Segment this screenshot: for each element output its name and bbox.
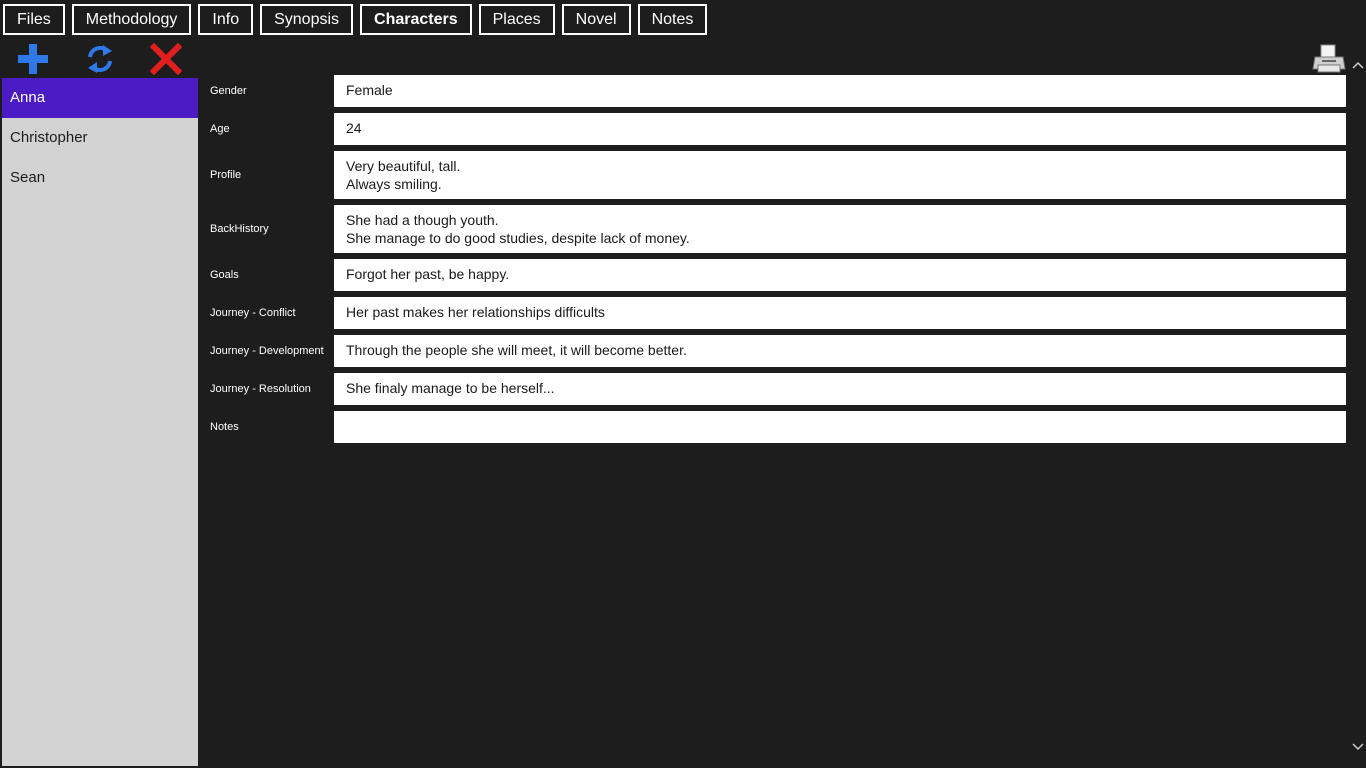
journey-resolution-row (200, 373, 1346, 405)
delete-x-icon (150, 43, 182, 75)
journey-development-label: Journey - Development (210, 345, 324, 357)
journey-conflict-field[interactable]: Her past makes her relationships difficults (334, 297, 1346, 329)
tab-characters[interactable]: Characters (360, 4, 472, 35)
journey-resolution-label: Journey - Resolution (210, 383, 311, 395)
list-item[interactable]: Anna (2, 78, 198, 118)
profile-row (200, 151, 1346, 199)
tab-novel[interactable]: Novel (562, 4, 631, 35)
tab-files[interactable]: Files (3, 4, 65, 35)
refresh-button[interactable] (80, 40, 120, 78)
notes-row (200, 411, 1346, 443)
journey-resolution-field[interactable]: She finaly manage to be herself... (334, 373, 1346, 405)
backhistory-label: BackHistory (210, 223, 269, 235)
main-tab-bar (3, 4, 707, 35)
tab-info[interactable]: Info (198, 4, 253, 35)
backhistory-field[interactable]: She had a though youth. She manage to do good studies, despite lack of money. (334, 205, 1346, 253)
notes-field[interactable] (334, 411, 1346, 443)
chevron-up-icon (1352, 61, 1364, 69)
age-label: Age (210, 123, 230, 135)
profile-label: Profile (210, 169, 242, 181)
age-field[interactable]: 24 (334, 113, 1346, 145)
age-row (200, 113, 1346, 145)
print-button[interactable] (1310, 42, 1348, 76)
scroll-up-button[interactable] (1349, 56, 1366, 73)
journey-conflict-label: Journey - Conflict (210, 307, 296, 319)
goals-row (200, 259, 1346, 291)
character-detail-form (200, 75, 1346, 449)
tab-methodology[interactable]: Methodology (72, 4, 192, 35)
backhistory-row (200, 205, 1346, 253)
gender-field[interactable]: Female (334, 75, 1346, 107)
journey-conflict-row (200, 297, 1346, 329)
vertical-scrollbar[interactable] (1349, 44, 1366, 768)
journey-development-row (200, 335, 1346, 367)
gender-label: Gender (210, 85, 247, 97)
delete-character-button[interactable] (146, 40, 186, 78)
add-character-button[interactable] (13, 40, 53, 78)
plus-icon (16, 42, 50, 76)
profile-field[interactable]: Very beautiful, tall. Always smiling. (334, 151, 1346, 199)
printer-icon (1312, 43, 1346, 75)
tab-places[interactable]: Places (479, 4, 555, 35)
tab-notes[interactable]: Notes (638, 4, 708, 35)
chevron-down-icon (1352, 743, 1364, 751)
gender-row (200, 75, 1346, 107)
tab-synopsis[interactable]: Synopsis (260, 4, 353, 35)
notes-label: Notes (210, 421, 239, 433)
character-list (2, 78, 198, 766)
journey-development-field[interactable]: Through the people she will meet, it will become better. (334, 335, 1346, 367)
refresh-icon (86, 43, 114, 75)
goals-label: Goals (210, 269, 239, 281)
list-item[interactable]: Christopher (10, 129, 88, 146)
character-toolbar (0, 40, 200, 78)
scroll-down-button[interactable] (1349, 738, 1366, 755)
goals-field[interactable]: Forgot her past, be happy. (334, 259, 1346, 291)
list-item[interactable]: Sean (10, 169, 46, 186)
